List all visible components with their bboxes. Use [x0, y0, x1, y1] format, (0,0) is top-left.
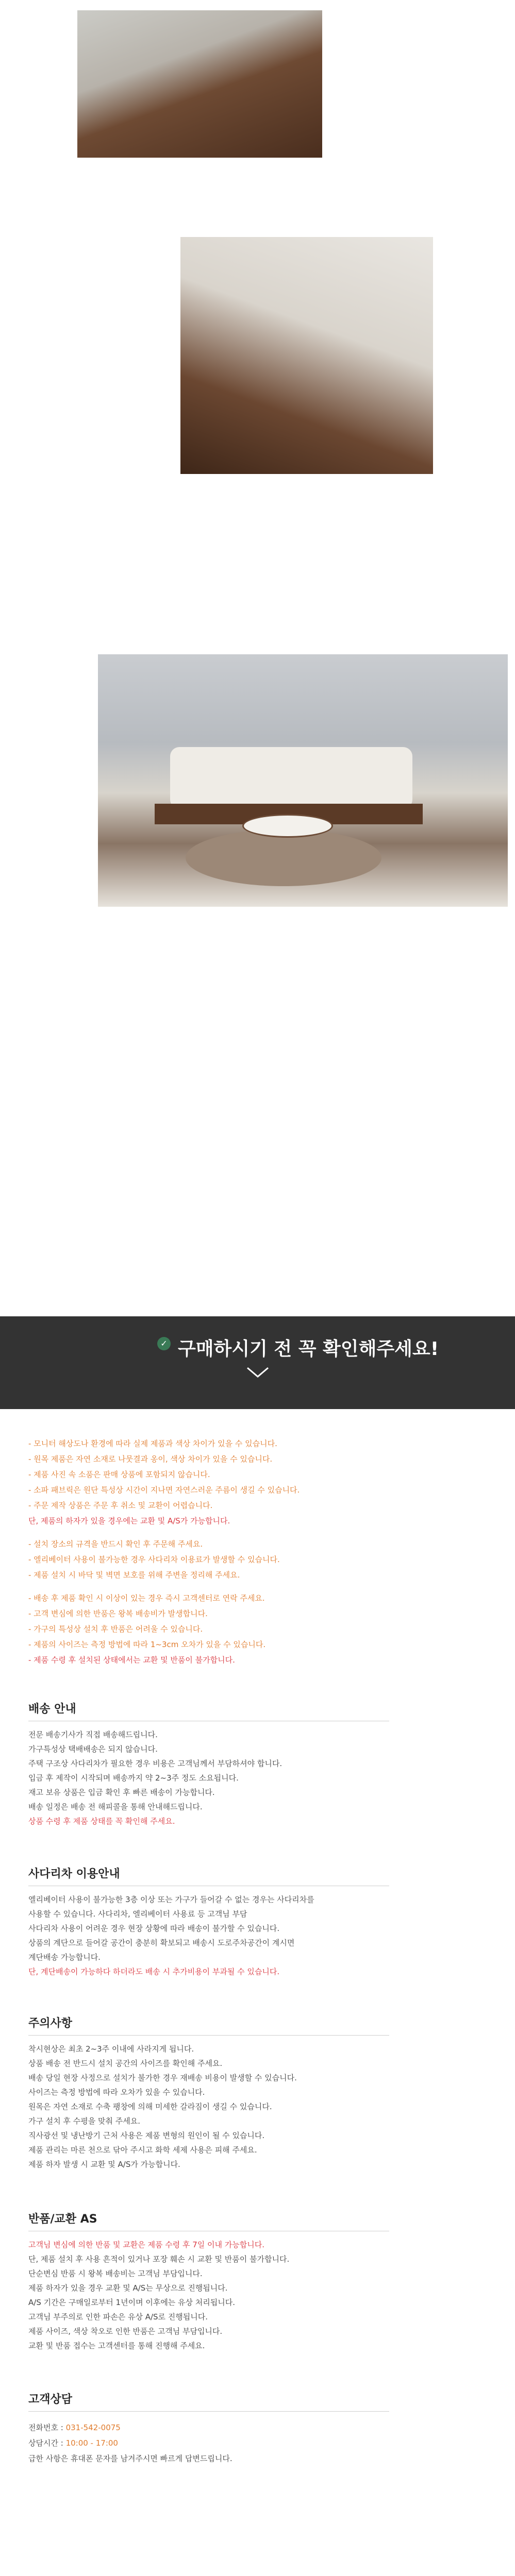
notice-line: - 원목 제품은 자연 소재로 나뭇결과 옹이, 색상 차이가 있을 수 있습니다. — [28, 1454, 273, 1464]
cs-hours: 10:00 - 17:00 — [65, 2438, 118, 2448]
delivery-line: 입금 후 제작이 시작되며 배송까지 약 2~3주 정도 소요됩니다. — [28, 1773, 239, 1783]
cs-phone-row — [28, 2421, 121, 2434]
ladder-line: 상품의 계단으로 들어갈 공간이 충분히 확보되고 배송시 도로주차공간이 계시면 — [28, 1938, 295, 1947]
notice-line: - 가구의 특성상 설치 후 반품은 어려울 수 있습니다. — [28, 1624, 203, 1634]
chevron-down-icon — [242, 1365, 273, 1381]
section-title-cs: 고객상담 — [28, 2393, 73, 2406]
as-line: A/S 기간은 구매일로부터 1년이며 이후에는 유상 처리됩니다. — [28, 2298, 236, 2307]
notice-red: - 제품 수령 후 설치된 상태에서는 교환 및 반품이 불가합니다. — [28, 1655, 235, 1665]
as-line: 교환 및 반품 접수는 고객센터를 통해 진행해 주세요. — [28, 2341, 205, 2350]
ladder-line: 사용할 수 있습니다. 사다리차, 엘리베이터 사용료 등 고객님 부담 — [28, 1909, 247, 1919]
as-line: 제품 사이즈, 색상 착오로 인한 반품은 고객님 부담입니다. — [28, 2327, 223, 2336]
as-line: 단, 제품 설치 후 사용 흔적이 있거나 포장 훼손 시 교환 및 반품이 불가합니다. — [28, 2255, 290, 2264]
caution-line: 가구 설치 후 수평을 맞춰 주세요. — [28, 2116, 140, 2126]
ladder-line: 엘리베이터 사용이 불가능한 3층 이상 또는 가구가 들어갈 수 없는 경우는 사다리차를 — [28, 1895, 314, 1904]
section-title-as: 반품/교환 AS — [28, 2213, 97, 2226]
section-title-delivery: 배송 안내 — [28, 1703, 76, 1716]
notice-line: - 주문 제작 상품은 주문 후 취소 및 교환이 어렵습니다. — [28, 1501, 213, 1510]
cs-note: 급한 사항은 휴대폰 문자를 남겨주시면 빠르게 답변드립니다. — [28, 2454, 232, 2463]
banner-title: 구매하시기 전 꼭 확인해주세요! — [178, 1338, 439, 1360]
divider — [28, 2035, 389, 2036]
as-line: 제품 하자가 있을 경우 교환 및 A/S는 무상으로 진행됩니다. — [28, 2283, 228, 2293]
delivery-line: 가구특성상 택배배송은 되지 않습니다. — [28, 1744, 158, 1754]
notice-banner — [0, 1316, 515, 1409]
notice-line: - 소파 패브릭은 원단 특성상 시간이 지나면 자연스러운 주름이 생길 수 있습니다. — [28, 1485, 300, 1495]
cs-hours-label: 상담시간 : — [28, 2438, 66, 2448]
section-title-ladder: 사다리차 이용안내 — [28, 1868, 120, 1880]
notice-line: - 제품 사진 속 소품은 판매 상품에 포함되지 않습니다. — [28, 1470, 210, 1479]
as-red: 고객님 변심에 의한 반품 및 교환은 제품 수령 후 7일 이내 가능합니다. — [28, 2240, 264, 2249]
cs-phone-label: 전화번호 : — [28, 2423, 66, 2432]
caution-line: 제품 관리는 마른 천으로 닦아 주시고 화학 세제 사용은 피해 주세요. — [28, 2145, 257, 2155]
cs-phone[interactable]: 031-542-0075 — [65, 2423, 121, 2432]
ladder-line: 사다리차 사용이 어려운 경우 현장 상황에 따라 배송이 불가할 수 있습니다. — [28, 1924, 280, 1933]
delivery-line: 배송 일정은 배송 전 해피콜을 통해 안내해드립니다. — [28, 1802, 203, 1811]
product-photo-leg-detail — [180, 237, 433, 474]
caution-line: 착시현상은 최초 2~3주 이내에 사라지게 됩니다. — [28, 2044, 194, 2054]
as-line: 단순변심 반품 시 왕복 배송비는 고객님 부담입니다. — [28, 2269, 203, 2278]
cs-hours-row — [28, 2437, 118, 2449]
ladder-line: 계단배송 가능합니다. — [28, 1953, 101, 1962]
ladder-red: 단, 계단배송이 가능하다 하더라도 배송 시 추가비용이 부과될 수 있습니다. — [28, 1967, 280, 1976]
product-photo-corner — [77, 10, 322, 158]
notice-highlight: 단, 제품의 하자가 있을 경우에는 교환 및 A/S가 가능합니다. — [28, 1516, 230, 1526]
caution-line: 제품 하자 발생 시 교환 및 A/S가 가능합니다. — [28, 2160, 180, 2169]
notice-line: - 설치 장소의 규격을 반드시 확인 후 주문해 주세요. — [28, 1539, 203, 1549]
sofa-cushion-shape — [170, 747, 412, 809]
delivery-line: 전문 배송기사가 직접 배송해드립니다. — [28, 1730, 158, 1739]
notice-line: - 엘리베이터 사용이 불가능한 경우 사다리차 이용료가 발생할 수 있습니다. — [28, 1555, 280, 1564]
rug-shape — [186, 829, 381, 886]
caution-line: 원목은 자연 소재로 수축 팽창에 의해 미세한 갈라짐이 생길 수 있습니다. — [28, 2102, 272, 2111]
coffee-table-shape — [242, 814, 333, 838]
caution-line: 사이즈는 측정 방법에 따라 오차가 있을 수 있습니다. — [28, 2088, 205, 2097]
notice-line: - 제품 설치 시 바닥 및 벽면 보호를 위해 주변을 정리해 주세요. — [28, 1570, 240, 1580]
as-line: 고객님 부주의로 인한 파손은 유상 A/S로 진행됩니다. — [28, 2312, 208, 2321]
delivery-line: 상품 수령 후 제품 상태를 꼭 확인해 주세요. — [28, 1817, 175, 1826]
delivery-line: 재고 보유 상품은 입금 확인 후 빠른 배송이 가능합니다. — [28, 1788, 215, 1797]
check-circle-icon: ✓ — [157, 1337, 171, 1350]
notice-line: - 배송 후 제품 확인 시 이상이 있는 경우 즉시 고객센터로 연락 주세요. — [28, 1594, 265, 1603]
notice-line: - 고객 변심에 의한 반품은 왕복 배송비가 발생합니다. — [28, 1609, 208, 1618]
caution-line: 배송 당일 현장 사정으로 설치가 불가한 경우 재배송 비용이 발생할 수 있습니다. — [28, 2073, 297, 2082]
section-title-caution: 주의사항 — [28, 2017, 73, 2030]
divider — [28, 2411, 389, 2412]
notice-line: - 제품의 사이즈는 측정 방법에 따라 1~3cm 오차가 있을 수 있습니다. — [28, 1640, 266, 1649]
caution-line: 상품 배송 전 반드시 설치 공간의 사이즈를 확인해 주세요. — [28, 2059, 223, 2068]
notice-line: - 모니터 해상도나 환경에 따라 실제 제품과 색상 차이가 있을 수 있습니다. — [28, 1439, 277, 1448]
caution-line: 직사광선 및 냉난방기 근처 사용은 제품 변형의 원인이 될 수 있습니다. — [28, 2131, 265, 2140]
delivery-line: 주택 구조상 사다리차가 필요한 경우 비용은 고객님께서 부담하셔야 합니다. — [28, 1759, 283, 1768]
